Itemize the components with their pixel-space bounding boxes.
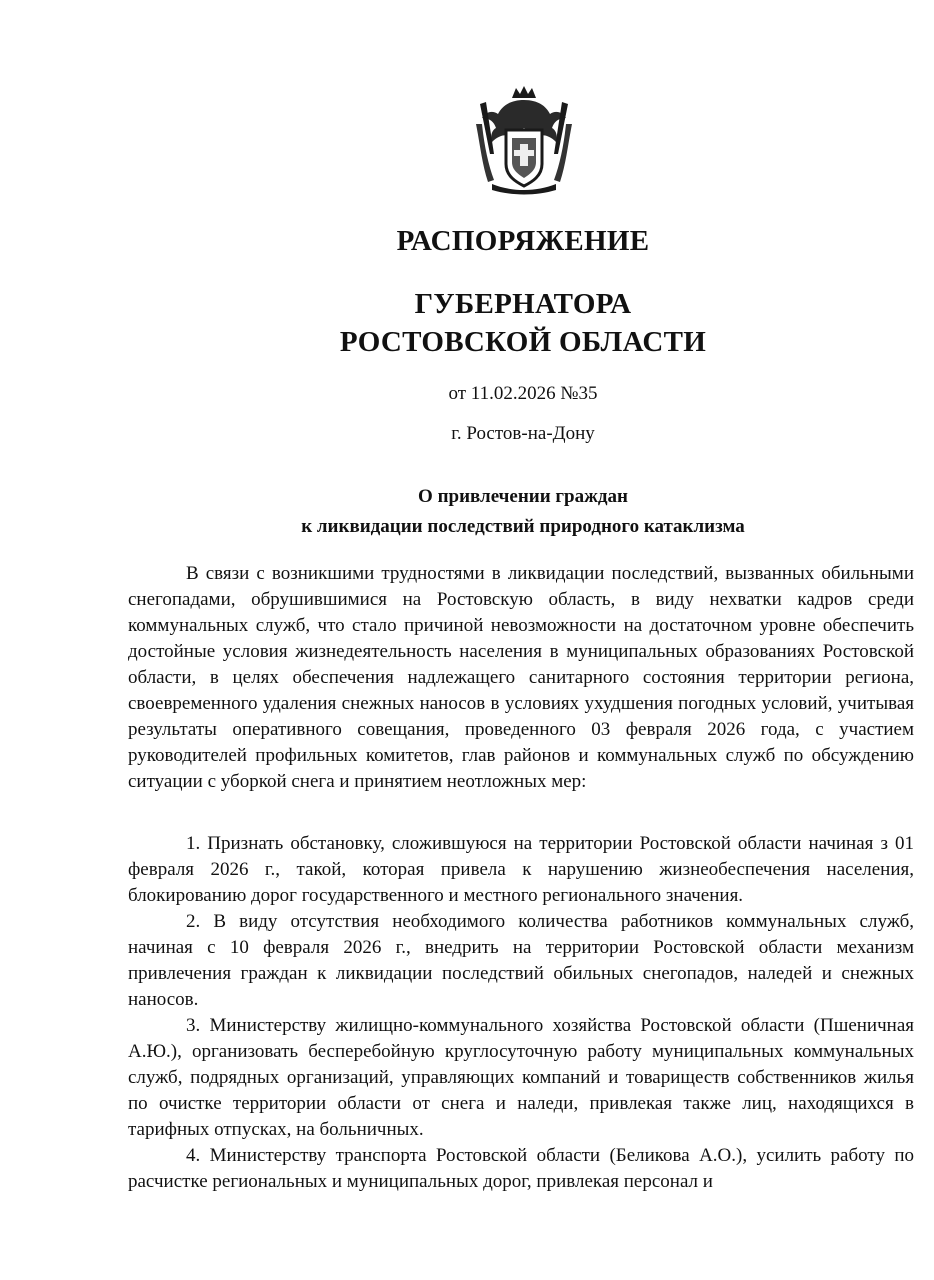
- issuer-heading-line1: ГУБЕРНАТОРА: [414, 288, 632, 320]
- subject-line1: О привлечении граждан: [418, 486, 628, 507]
- order-items: [128, 831, 914, 1195]
- coat-of-arms-icon: [472, 84, 576, 196]
- city: г. Ростов-на-Дону: [451, 423, 595, 444]
- date-number: от 11.02.2026 №35: [448, 383, 598, 404]
- order-item: 4. Министерству транспорта Ростовской области (Беликова А.О.), усилить работу по расчистке региональных и муниципальных дорог, привлекая персонал и: [128, 1145, 914, 1192]
- order-item: 2. В виду отсутствия необходимого количества работников коммунальных служб, начиная с 10 февраля 2026 г., внедрить на территории Ростовской области механизм привлечения граждан к ликвидации последствий обильных снегопадов, наледей и снежных наносов.: [128, 911, 914, 1010]
- document-type-heading: РАСПОРЯЖЕНИЕ: [396, 225, 650, 257]
- preamble-text: В связи с возникшими трудностями в ликвидации последствий, вызванных обильными снегопадами, обрушившимися на Ростовскую область, в виду нехватки кадров среди коммунальных служб, что стало причиной невозможности на достаточном уровне обеспечить достойные условия жизнедеятельность населения в муниципальных образованиях Ростовской области, в целях обеспечения надлежащего санитарного состояния территории региона, своевременного удаления снежных наносов в условиях ухудшения погодных условий, учитывая результаты оперативного совещания, проведенного 03 февраля 2026 года, с участием руководителей профильных комитетов, глав районов и коммунальных служб по обсуждению ситуации с уборкой снега и принятием неотложных мер:: [128, 563, 914, 792]
- issuer-heading-line2: РОСТОВСКОЙ ОБЛАСТИ: [339, 326, 707, 358]
- preamble: [128, 561, 914, 795]
- order-item: 3. Министерству жилищно-коммунального хозяйства Ростовской области (Пшеничная А.Ю.), организовать бесперебойную круглосуточную работу муниципальных коммунальных служб, подрядных организаций, управляющих компаний и товариществ собственников жилья по очистке территории области от снега и наледи, привлекая также лиц, находящихся в тарифных отпусках, на больничных.: [128, 1015, 914, 1140]
- order-item: 1. Признать обстановку, сложившуюся на территории Ростовской области начиная з 01 февраля 2026 г., такой, которая привела к нарушению жизнеобеспечения населения, блокированию дорог государственного и местного регионального значения.: [128, 833, 914, 906]
- subject-line2: к ликвидации последствий природного катаклизма: [301, 516, 745, 537]
